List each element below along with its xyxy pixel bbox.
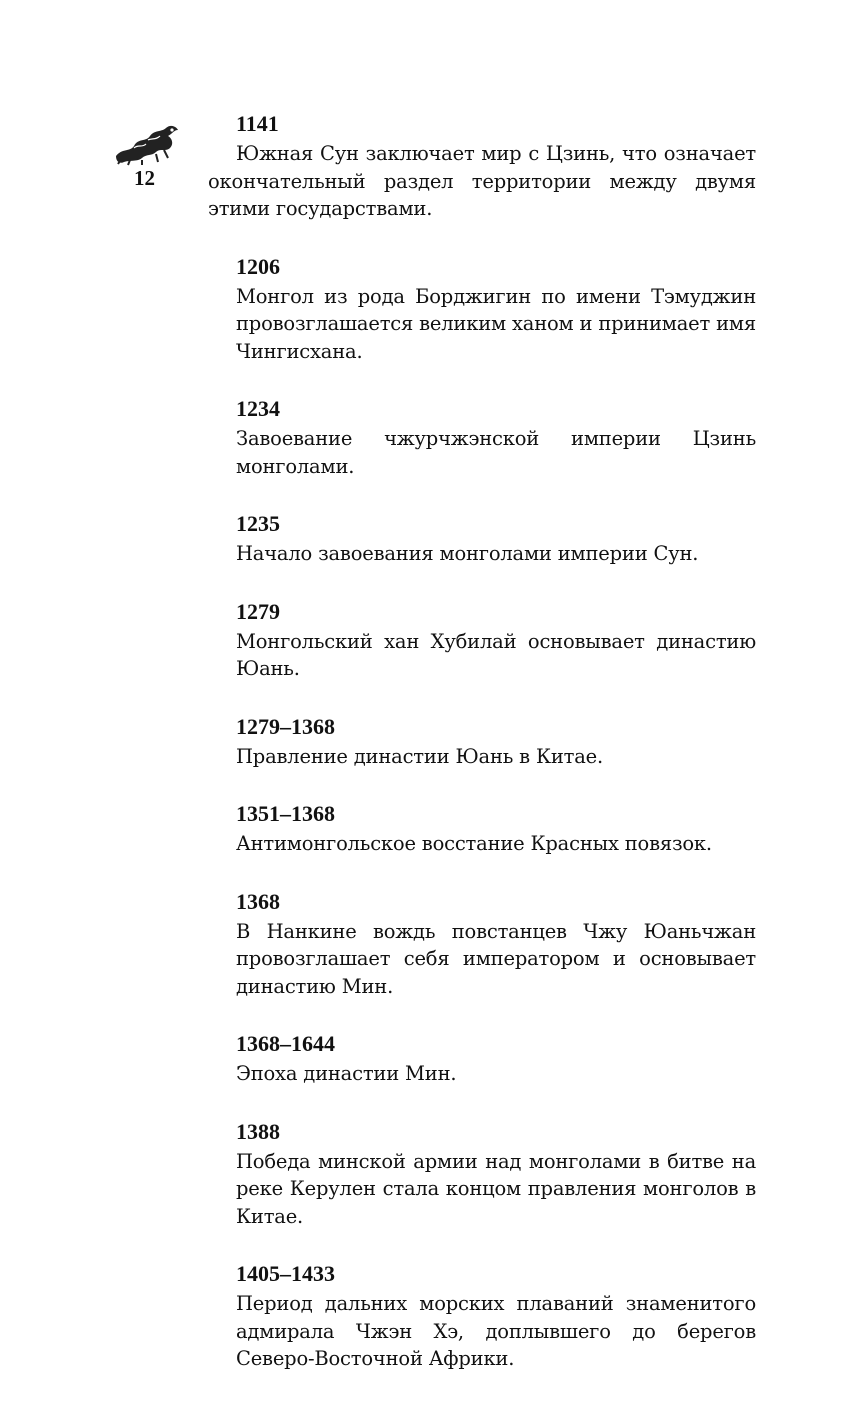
chronology-entry [208, 110, 756, 223]
entry-year: 1206 [236, 253, 280, 279]
dragon-icon [112, 118, 180, 166]
entry-text: Начало завоевания монголами империи Сун. [236, 542, 699, 565]
entry-text: Монгол из рода Борджигин по имени Тэмуджин провозглашается великим ханом и принимает имя Чингисхана. [236, 284, 756, 363]
entry-text: Период дальних морских плаваний знаменитого адмирала Чжэн Хэ, доплывшего до берегов Северо-Восточной Африки. [236, 1292, 756, 1370]
entry-text: Антимонгольское восстание Красных повязок. [236, 832, 712, 855]
chronology-entry [236, 1260, 756, 1373]
entry-year: 1368–1644 [236, 1031, 335, 1056]
entry-year: 1141 [236, 111, 279, 136]
chronology-entry [236, 598, 756, 683]
entry-text: Победа минской армии над монголами в битве на реке Керулен стала концом правления монголов в Китае. [236, 1149, 756, 1228]
chronology-entry [236, 1030, 756, 1088]
entry-text: Завоевание чжурчжэнской империи Цзинь монголами. [236, 427, 756, 478]
entry-text: Южная Сун заключает мир с Цзинь, что означает окончательный раздел территории между двумя этими государствами. [208, 142, 756, 220]
entry-year: 1279–1368 [236, 713, 335, 739]
chronology-entry [236, 253, 756, 366]
chronology-list [208, 110, 756, 1403]
entry-year: 1351–1368 [236, 801, 335, 826]
entry-text: Эпоха династии Мин. [236, 1062, 457, 1085]
chronology-entry [236, 395, 756, 480]
entry-year: 1279 [236, 598, 280, 624]
entry-year: 1405–1433 [236, 1261, 335, 1286]
entry-year: 1368 [236, 888, 280, 914]
entry-text: Монгольский хан Хубилай основывает династию Юань. [236, 629, 756, 680]
chronology-entry [236, 713, 756, 771]
entry-year: 1388 [236, 1118, 280, 1144]
entry-year: 1234 [236, 396, 280, 421]
entry-text: Правление династии Юань в Китае. [236, 744, 604, 768]
chronology-entry [236, 510, 756, 568]
chronology-entry [236, 888, 756, 1001]
chronology-entry [236, 1118, 756, 1231]
entry-year: 1235 [236, 511, 280, 536]
page-number: 12 [134, 166, 155, 190]
chronology-entry [236, 800, 756, 858]
entry-text: В Нанкине вождь повстанцев Чжу Юаньчжан провозглашает себя императором и основывает династию Мин. [236, 919, 756, 998]
